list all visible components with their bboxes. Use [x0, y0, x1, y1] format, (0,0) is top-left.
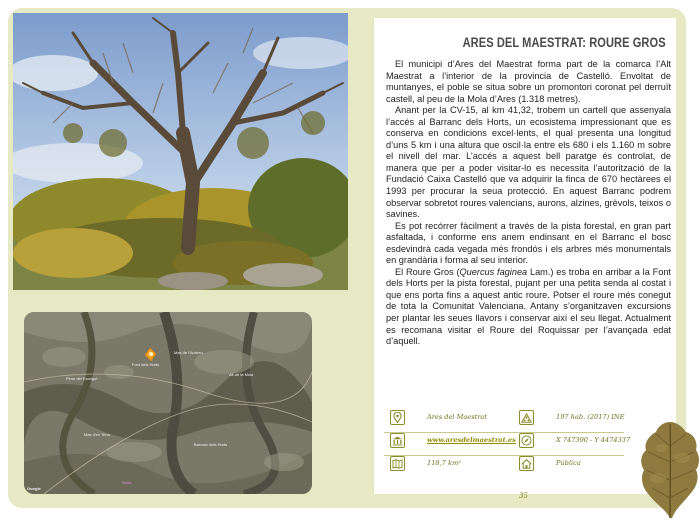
ownership-text: Pública: [556, 459, 581, 467]
page-number: 35: [519, 492, 528, 500]
house-icon: [519, 456, 534, 471]
population-text: 197 hab. (2017) INE: [556, 413, 625, 421]
map-area-icon: [390, 456, 405, 471]
coordinates-text: X 747390 - Y 4474337: [556, 436, 631, 444]
map-label: Pinar del Escrigot: [66, 376, 98, 381]
paragraph: Anant per la CV-15, al km 41,32, trobem un cartell que assenyala l’accés al Barranc dels Horts, un ecosistema impressionant que es conserva en condicions excel·lents, el qual presenta una longitud d’uns 5 km i una altura que oscil·la entre els 680 i els 1.160 m sobre el nivell del mar. L’accés a aquest bell paratge és controlat, de manera que per a poder visitar-lo es necessita l’autorització de la Fundació Caixa Castelló que va adquirir la finca de 670 hectàrees el 1993 per procurar la seua protecció. En aquest Barranc podrem observar sobretot roures valencians, aurons, alzines, grèvols, teixos o savines.: [386, 105, 671, 220]
area-text: 118,7 km²: [427, 459, 461, 467]
paragraph: Es pot recórrer fàcilment a través de la pista forestal, en gran part asfaltada, i conforme ens anem endinsant en el Barranc el bosc esdevindrà cada vegada més frondós i els arbres més monumentals en grandària i forma al seu interior.: [386, 220, 671, 266]
satellite-map: [24, 312, 312, 494]
info-row-area: [374, 456, 634, 476]
article-body: [386, 59, 671, 348]
map-pin-icon: [390, 410, 405, 425]
compass-icon: [519, 433, 534, 448]
info-row-location: [374, 410, 634, 430]
building-columns-icon: [390, 433, 405, 448]
paragraph-text: Lam.) es troba en arribar a la Font dels Horts per la pista forestal, pujant per una petita senda al costat i que ens porta fins a aquest antic roure. Potser el roure més conegut de tota la Comunitat Valenciana. Antany s’organitzaven excursions per plantar les seues llavors i conservar així el seu llegat. Actualment es recomana visitar el Roure del Roquissar per l’avançada edat d’aquell.: [386, 266, 671, 347]
page-title: ARES DEL MAESTRAT: ROURE GROS: [462, 35, 666, 50]
info-row-website: [374, 433, 634, 453]
paragraph: [386, 267, 671, 348]
people-pyramid-icon: [519, 410, 534, 425]
map-label: Mas d'en Tena: [84, 432, 110, 437]
map-watermark: Google: [27, 486, 41, 491]
map-label: Alt de la Mola: [229, 372, 254, 377]
paragraph: El municipi d’Ares del Maestrat forma part de la comarca l’Alt Maestrat a l’interior de la provincia de Castelló. Envoltat de muntanyes, el poble se situa sobre un promontori coronat pel derruït castell, al peu de la Mola d’Ares (1.318 metres).: [386, 59, 671, 104]
map-label: Barranc dels Horts: [194, 442, 228, 447]
info-block: [374, 402, 634, 478]
map-label: Font dels Horts: [132, 362, 160, 367]
location-text: Ares del Maestrat: [427, 413, 487, 421]
map-label: Mas de l'Andreu: [174, 350, 203, 355]
oak-leaf-decoration: [636, 418, 700, 524]
map-label: Sorts: [122, 480, 132, 485]
paragraph-text: El Roure Gros (: [395, 266, 460, 277]
roure-gros-photo: [13, 13, 348, 290]
website-link[interactable]: www.aresdelmaestrat.es: [427, 436, 516, 444]
species-name: Quercus faginea: [459, 266, 528, 277]
